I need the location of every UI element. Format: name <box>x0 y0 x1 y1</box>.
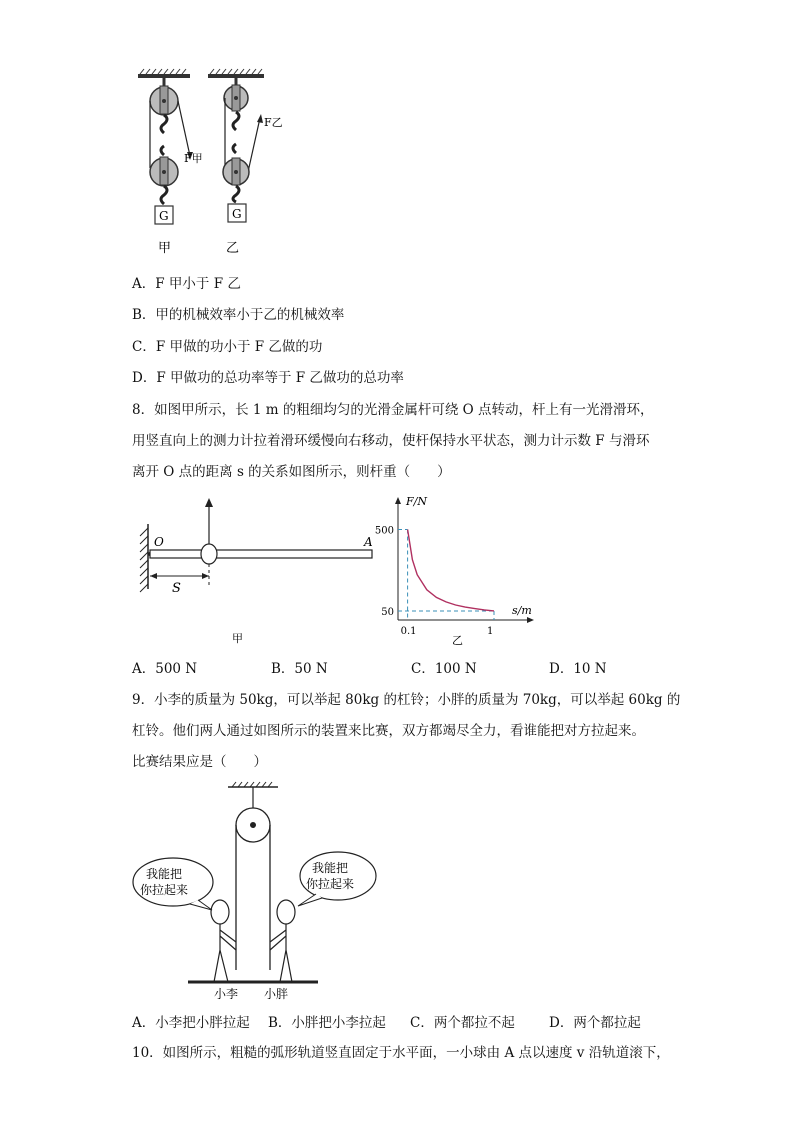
force-label-jia: F甲 <box>184 152 203 165</box>
bubble-left-line-1: 我能把 <box>146 867 183 881</box>
chart-y-tick-label: 50 <box>381 606 394 618</box>
chart-y-tick-label: 500 <box>374 525 394 537</box>
q9-stem-line-2: 杠铃。他们两人通过如图所示的装置来比赛，双方都竭尽全力，看谁能把对方拉起来。 <box>132 723 645 739</box>
q8-stem-line-2: 用竖直向上的测力计拉着滑环缓慢向右移动，使杆保持水平状态，测力计示数 F 与滑环 <box>132 433 650 449</box>
weight-label-jia: G <box>159 209 169 223</box>
label-o: O <box>154 535 164 549</box>
q8-option-d[interactable]: D．10 N <box>549 661 607 677</box>
weight-label-yi: G <box>232 207 242 221</box>
bubble-right-line-1: 我能把 <box>312 861 349 875</box>
q8-stem-line-3: 离开 O 点的距离 s 的关系如图所示，则杆重（ ） <box>132 464 451 480</box>
q9-option-d[interactable]: D．两个都拉起 <box>549 1015 641 1031</box>
chart-caption: 乙 <box>452 634 463 647</box>
q9-stem-line-3: 比赛结果应是（ ） <box>132 754 267 770</box>
pulley-figure <box>128 68 283 263</box>
fig-label-yi: 乙 <box>226 241 240 256</box>
label-a: A <box>364 535 373 549</box>
q8-option-a[interactable]: A．500 N <box>132 661 198 677</box>
lever-figure <box>128 494 378 654</box>
fig-jia-caption: 甲 <box>232 632 243 645</box>
force-distance-chart <box>370 494 540 654</box>
bubble-right-line-2: 你拉起来 <box>306 877 355 891</box>
q10-stem-line-1: 10．如图所示，粗糙的弧形轨道竖直固定于水平面，一小球由 A 点以速度 v 沿轨道滚下， <box>132 1045 670 1061</box>
label-s: S <box>172 581 181 596</box>
q7-option-b[interactable]: B．甲的机械效率小于乙的机械效率 <box>132 307 345 323</box>
q9-option-a[interactable]: A．小李把小胖拉起 <box>132 1015 250 1031</box>
chart-y-label: F/N <box>406 495 427 508</box>
q9-option-b[interactable]: B．小胖把小李拉起 <box>268 1015 386 1031</box>
q9-stem-line-1: 9．小李的质量为 50kg，可以举起 80kg 的杠铃；小胖的质量为 70kg，可以举起 60kg 的 <box>132 692 681 708</box>
q7-option-d[interactable]: D．F 甲做功的总功率等于 F 乙做功的总功率 <box>132 370 404 386</box>
q8-stem-line-1: 8．如图甲所示，长 1 m 的粗细均匀的光滑金属杆可绕 O 点转动，杆上有一光滑滑环， <box>132 402 654 418</box>
chart-x-label: s/m <box>512 604 532 617</box>
bubble-left-line-2: 你拉起来 <box>140 883 189 897</box>
tug-pulley-figure <box>128 780 378 1005</box>
chart-series-line <box>408 530 494 611</box>
force-label-yi: F乙 <box>264 116 283 129</box>
q7-option-c[interactable]: C．F 甲做的功小于 F 乙做的功 <box>132 339 323 355</box>
fig-label-jia: 甲 <box>158 241 172 256</box>
q8-option-b[interactable]: B．50 N <box>271 661 328 677</box>
name-left: 小李 <box>214 987 239 1001</box>
q9-option-c[interactable]: C．两个都拉不起 <box>410 1015 515 1031</box>
q7-option-a[interactable]: A．F 甲小于 F 乙 <box>132 276 241 292</box>
chart-x-arrow <box>527 617 534 623</box>
chart-x-tick-label: 0.1 <box>400 626 417 637</box>
chart-y-arrow <box>395 497 401 504</box>
q8-option-c[interactable]: C．100 N <box>411 661 477 677</box>
name-right: 小胖 <box>264 987 289 1001</box>
chart-x-tick-label: 1 <box>487 626 494 637</box>
